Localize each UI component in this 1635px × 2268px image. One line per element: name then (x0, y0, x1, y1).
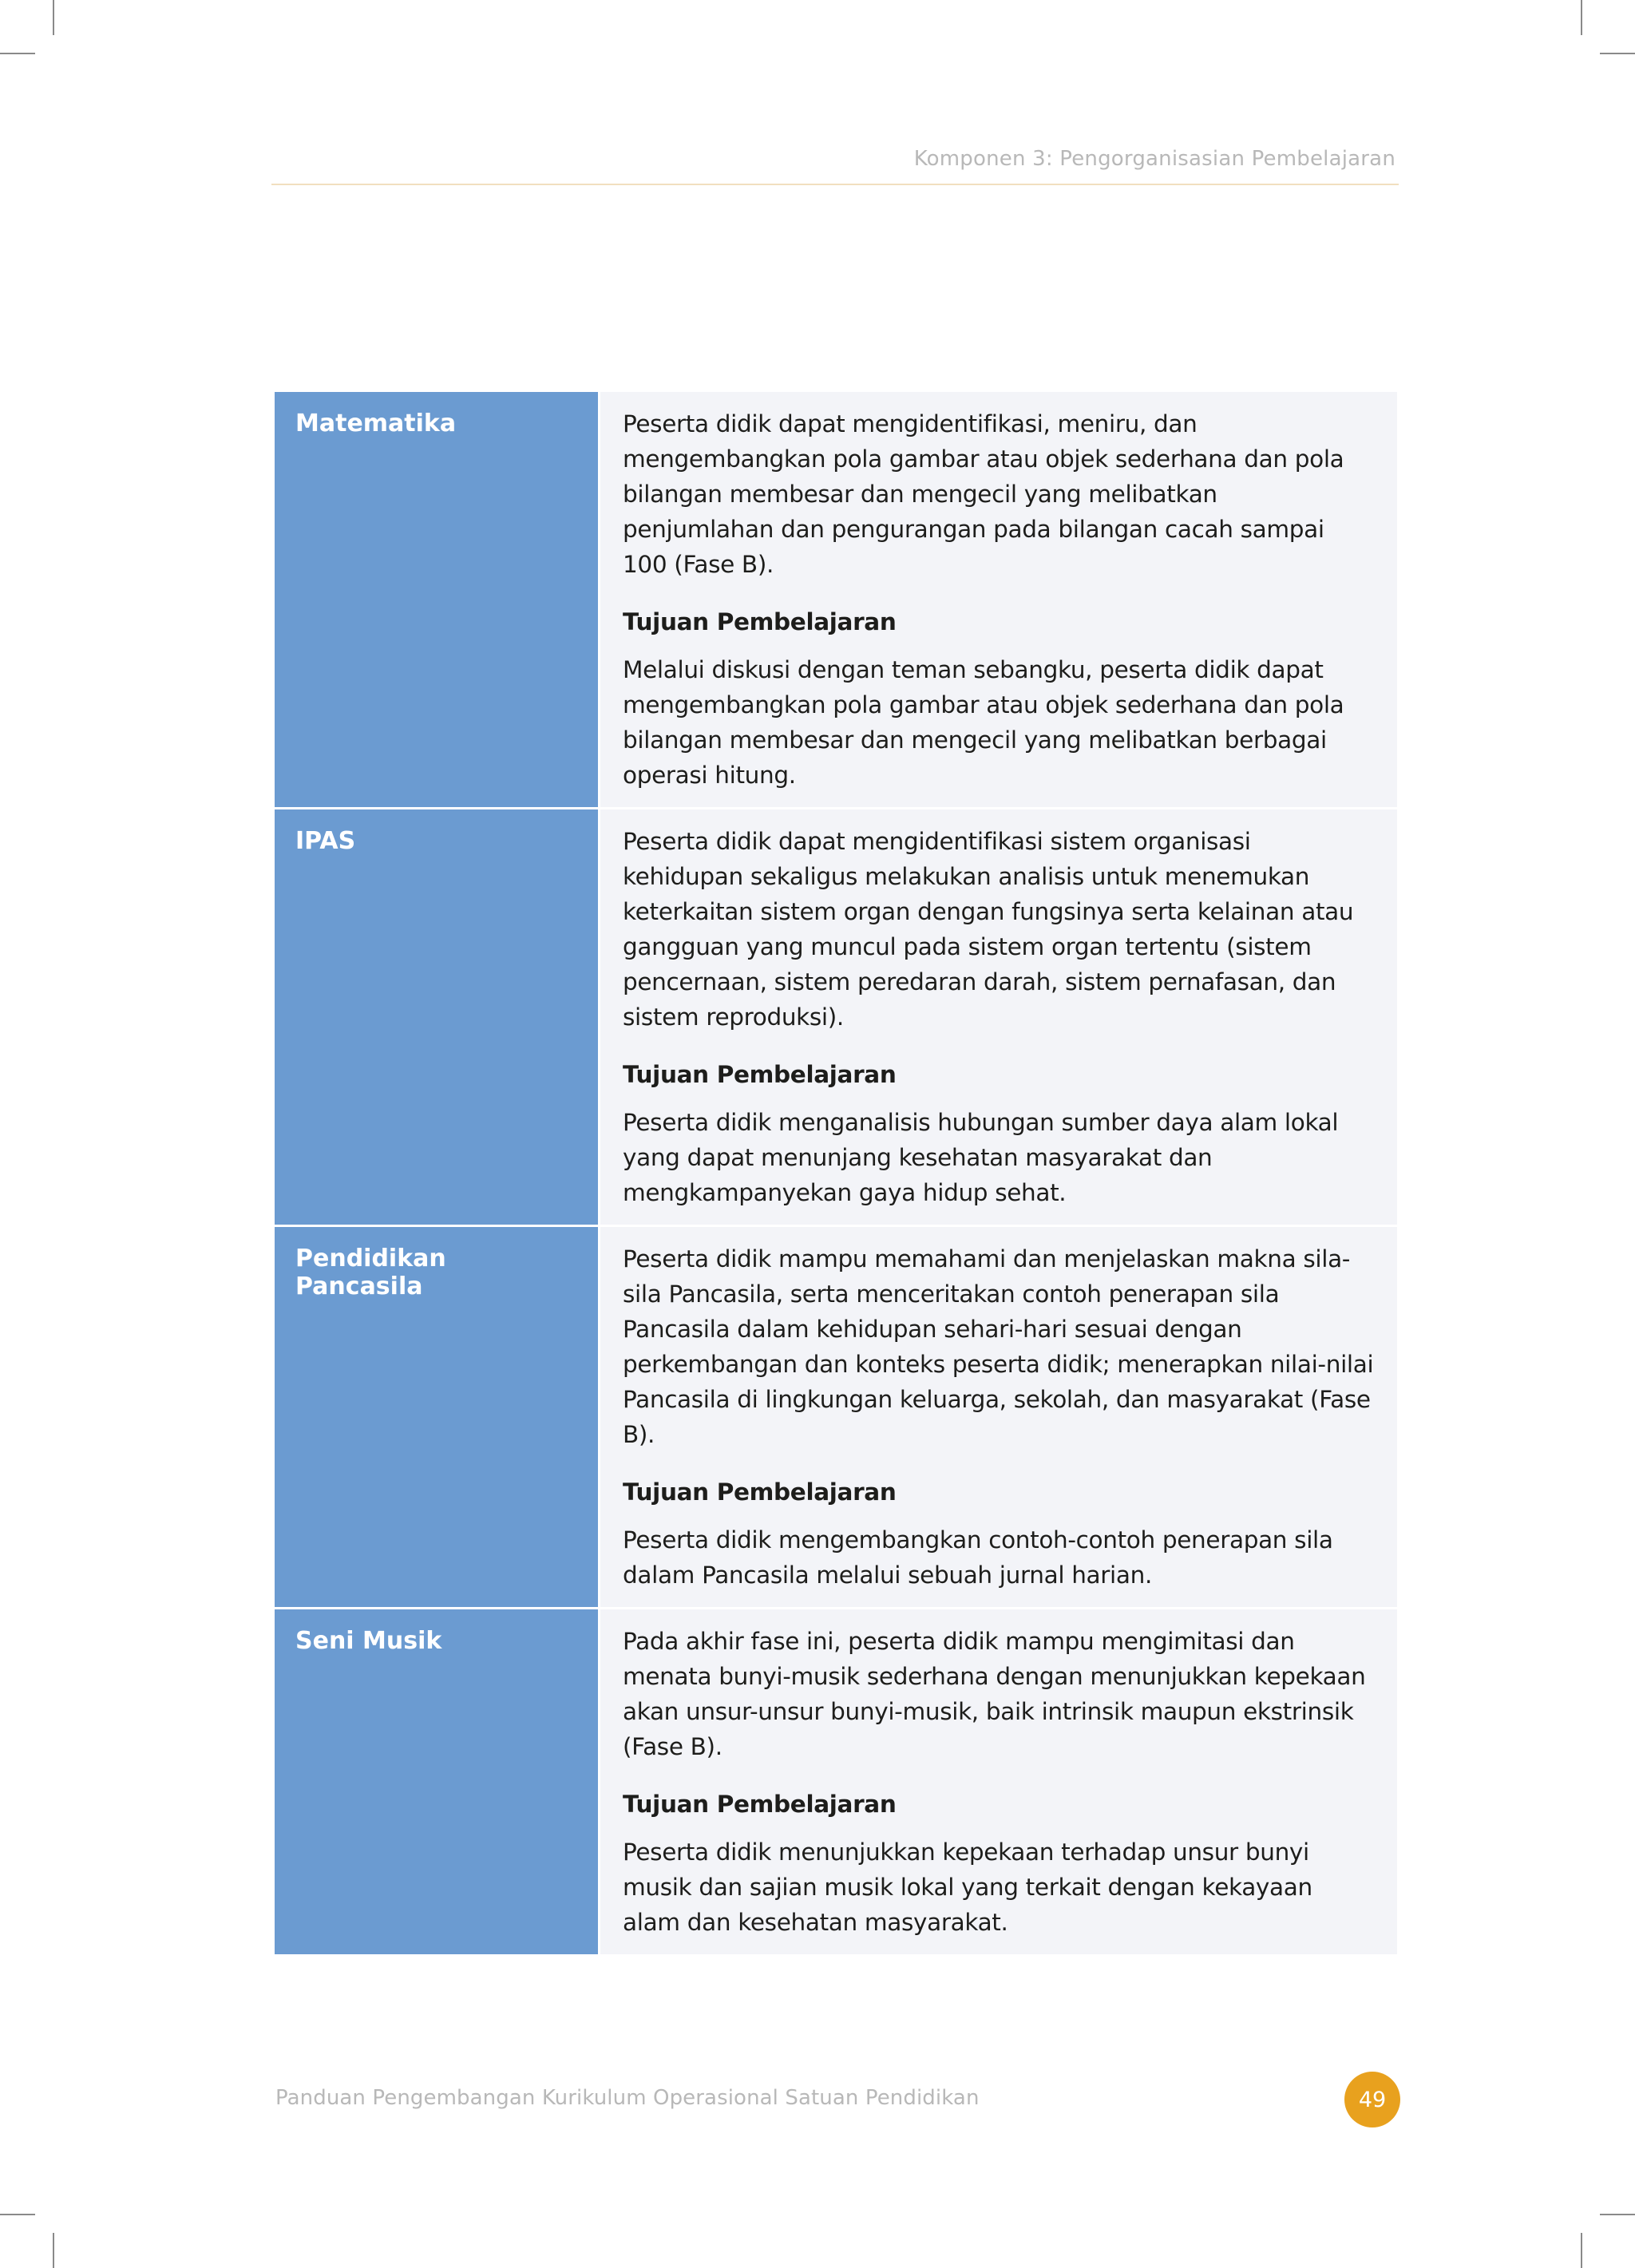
tujuan-text: Peserta didik menunjukkan kepekaan terhadap unsur bunyi musik dan sajian musik lokal yang terkait dengan kekayaan alam dan kesehatan masyarakat. (623, 1839, 1312, 1936)
curriculum-table (275, 392, 1397, 1954)
capaian-text: Peserta didik dapat mengidentifikasi sistem organisasi kehidupan sekaligus melakukan analisis untuk menemukan keterkaitan sistem organ dengan fungsinya serta kelainan atau gangguan yang muncul pada sistem organ tertentu (sistem pencernaan, sistem peredaran darah, sistem pernafasan, dan sistem reproduksi). (623, 828, 1354, 1031)
tujuan-heading: Tujuan Pembelajaran (623, 1061, 897, 1088)
capaian-text: Pada akhir fase ini, peserta didik mampu mengimitasi dan menata bunyi-musik sederhana dengan menunjukkan kepekaan akan unsur-unsur bunyi-musik, baik intrinsik maupun ekstrinsik (Fase B). (623, 1628, 1366, 1760)
crop-mark (53, 2233, 54, 2268)
tujuan-text: Melalui diskusi dengan teman sebangku, peserta didik dapat mengembangkan pola gambar atau objek sederhana dan pola bilangan membesar dan mengecil yang melibatkan berbagai operasi hitung. (623, 656, 1344, 789)
table-row (275, 1227, 1397, 1609)
footer-book-title: Panduan Pengembangan Kurikulum Operasional Satuan Pendidikan (275, 2086, 980, 2110)
capaian-text: Peserta didik mampu memahami dan menjelaskan makna sila-sila Pancasila, serta menceritakan contoh penerapan sila Pancasila dalam kehidupan sehari-hari sesuai dengan perkembangan dan konteks peserta didik; menerapkan nilai-nilai Pancasila di lingkungan keluarga, sekolah, dan masyarakat (Fase B). (623, 1245, 1374, 1448)
crop-mark (1581, 2233, 1582, 2268)
subject-cell: IPAS (275, 809, 600, 1225)
content-cell (600, 809, 1397, 1225)
crop-mark (1581, 0, 1582, 35)
capaian-text: Peserta didik dapat mengidentifikasi, meniru, dan mengembangkan pola gambar atau objek sederhana dan pola bilangan membesar dan mengecil yang melibatkan penjumlahan dan pengurangan pada bilangan cacah sampai 100 (Fase B). (623, 410, 1344, 578)
crop-mark (1600, 2214, 1635, 2215)
crop-mark (1600, 53, 1635, 54)
table-row (275, 1609, 1397, 1954)
header-rule (271, 184, 1399, 185)
tujuan-heading: Tujuan Pembelajaran (623, 1478, 897, 1506)
page-number-badge: 49 (1344, 2072, 1400, 2127)
crop-mark (0, 53, 35, 54)
content-cell (600, 1609, 1397, 1954)
crop-mark (53, 0, 54, 35)
tujuan-heading: Tujuan Pembelajaran (623, 1791, 897, 1818)
table-row (275, 809, 1397, 1227)
tujuan-heading: Tujuan Pembelajaran (623, 608, 897, 635)
table-row (275, 392, 1397, 809)
content-cell (600, 1227, 1397, 1607)
crop-mark (0, 2214, 35, 2215)
tujuan-text: Peserta didik menganalisis hubungan sumber daya alam lokal yang dapat menunjang kesehatan masyarakat dan mengkampanyekan gaya hidup sehat. (623, 1109, 1339, 1206)
running-head: Komponen 3: Pengorganisasian Pembelajaran (913, 147, 1395, 171)
content-cell (600, 392, 1397, 807)
subject-cell: Pendidikan Pancasila (275, 1227, 600, 1607)
subject-cell: Matematika (275, 392, 600, 807)
tujuan-text: Peserta didik mengembangkan contoh-contoh penerapan sila dalam Pancasila melalui sebuah jurnal harian. (623, 1526, 1333, 1589)
subject-cell: Seni Musik (275, 1609, 600, 1954)
